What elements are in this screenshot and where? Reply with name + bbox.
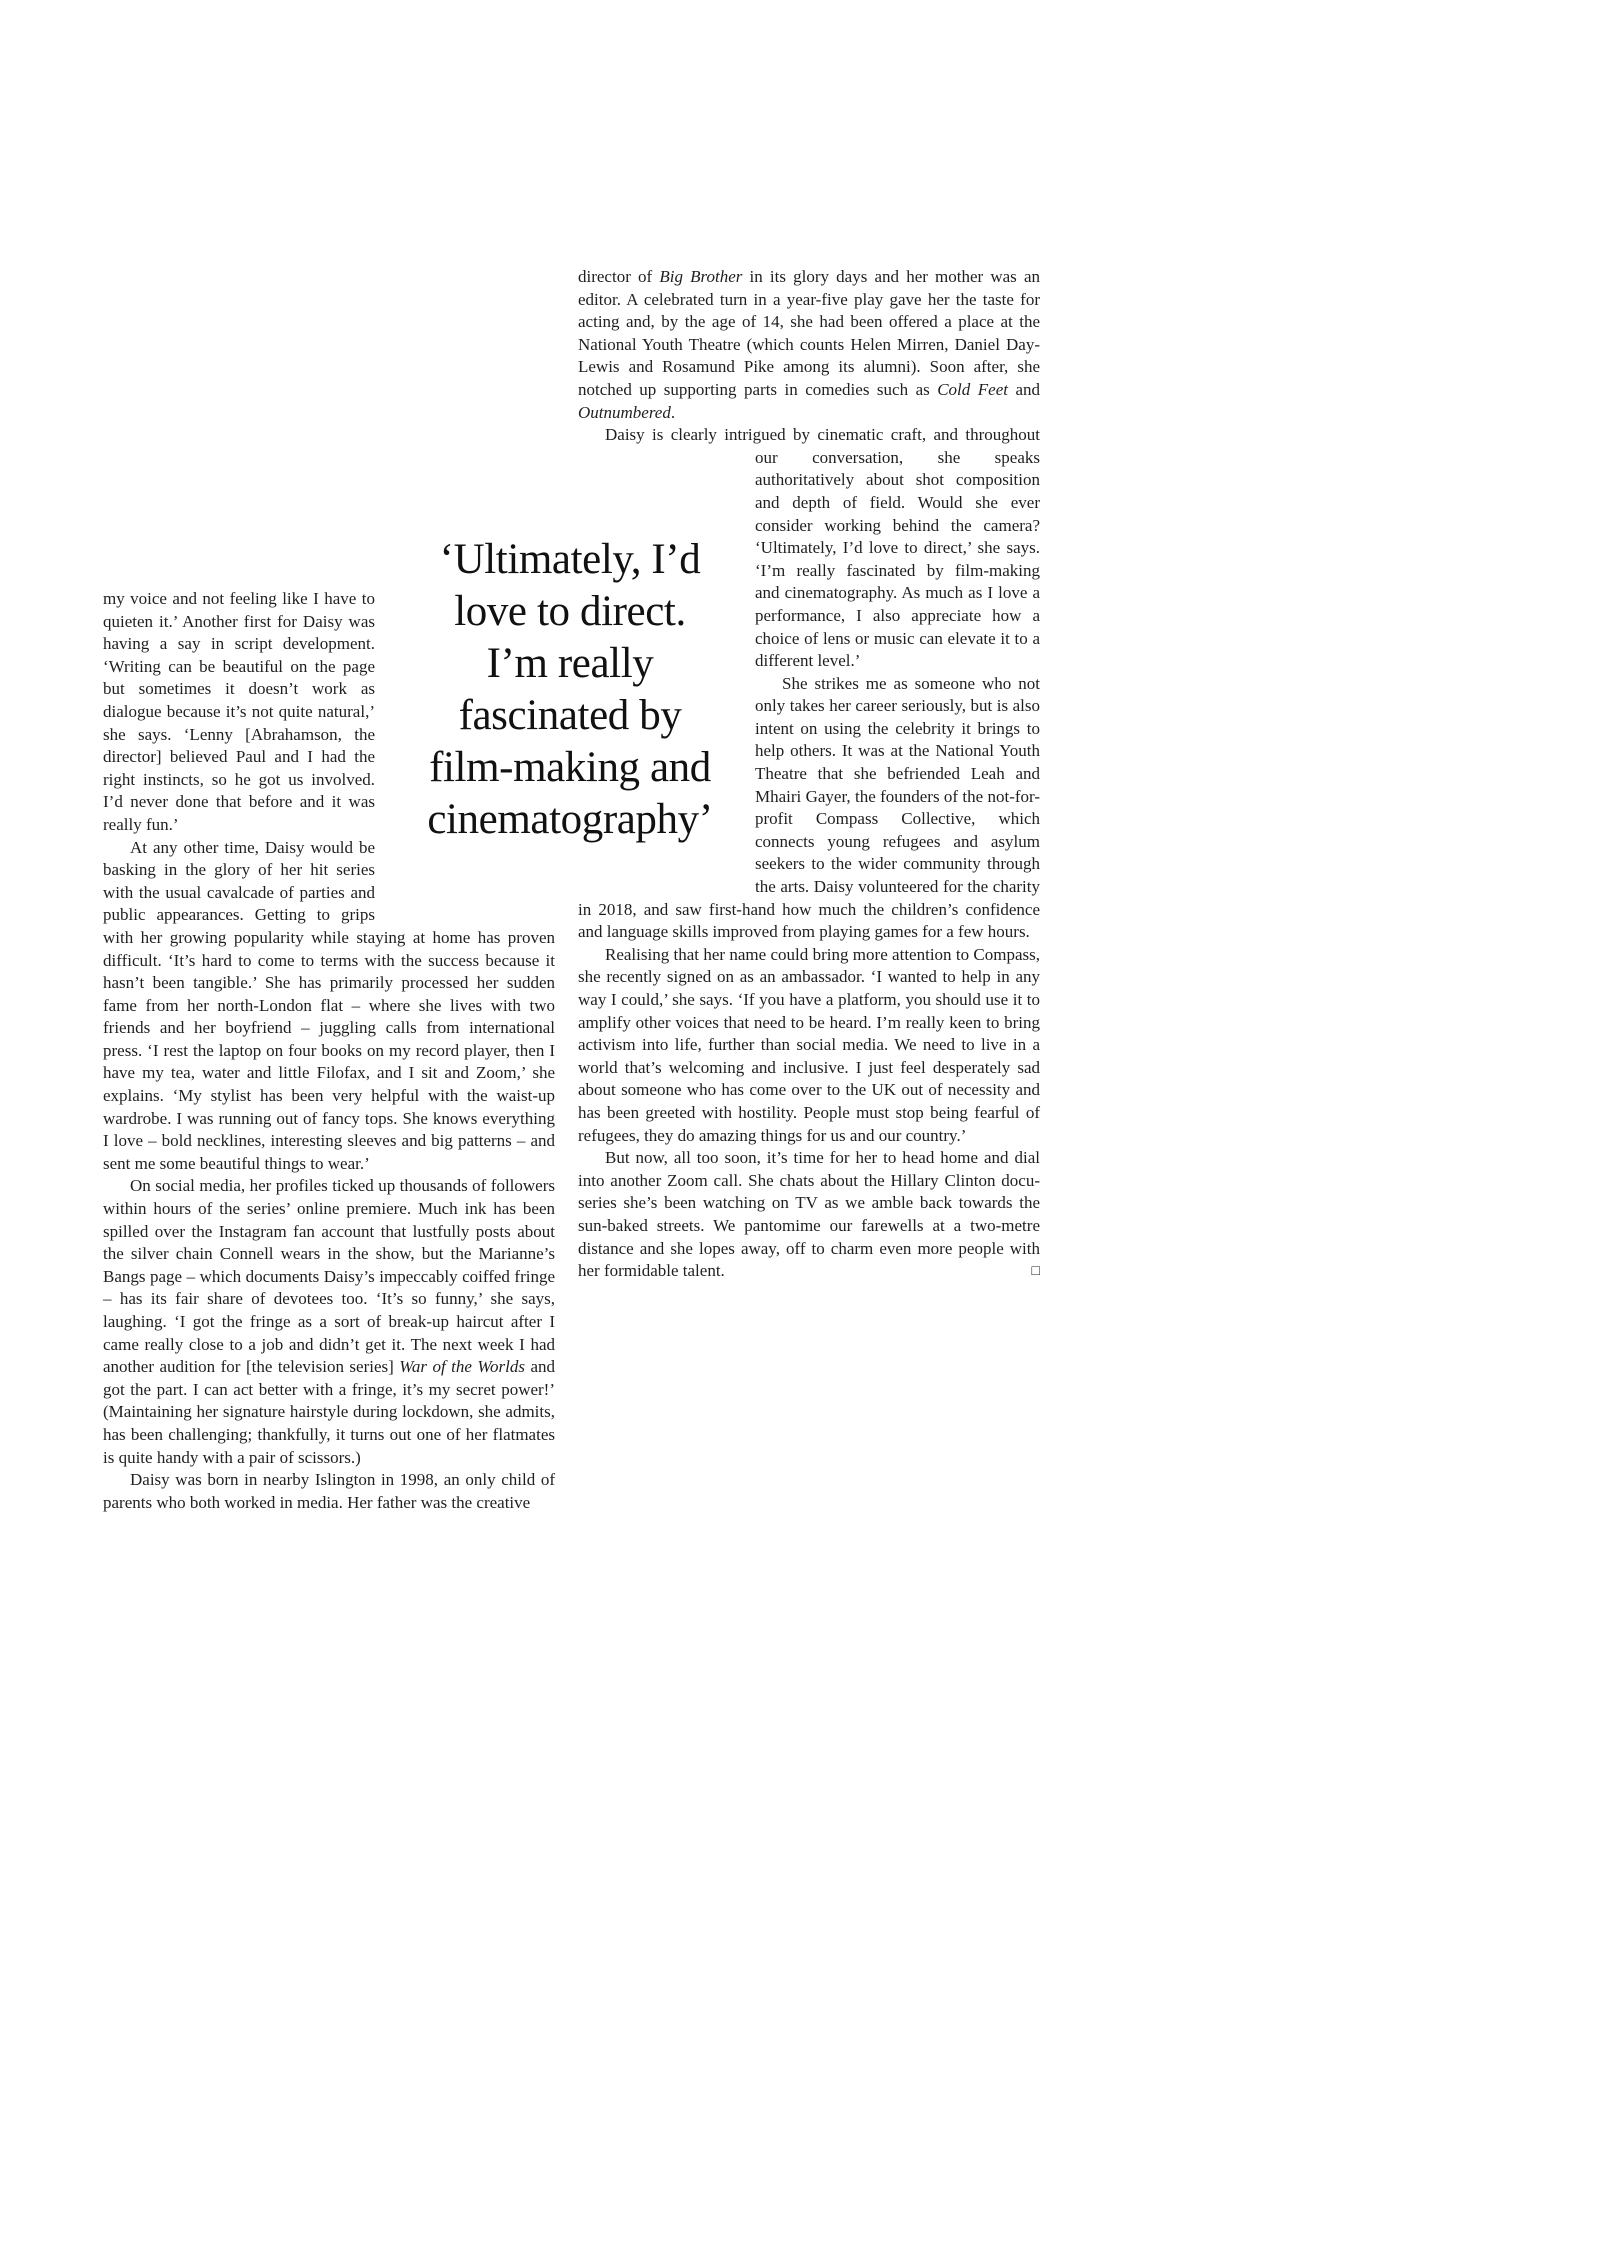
article-paragraph — [103, 837, 555, 1176]
text-run: director of — [578, 267, 660, 286]
text-run: At any other time, Daisy would be basking in the glory of her hit series with the usual cavalcade of parties and public appearances. Getting to grips with her growing popularity while staying at home has proven difficult. ‘It’s hard to come to terms with the success because it hasn’t been tangible.’ She has primarily processed her sudden fame from her north-London flat – where she lives with two friends and her boyfriend – juggling calls from international press. ‘I rest the laptop on four books on my record player, then I have my tea, water and little Filofax, and I sit and Zoom,’ she explains. ‘My stylist has been very helpful with the waist-up wardrobe. I was running out of fancy tops. She knows everything I love – bold necklines, interesting sleeves and big patterns – and sent me some beautiful things to wear.’ — [103, 837, 555, 1173]
pull-quote-line: cinematography’ — [427, 796, 713, 843]
text-run: and got the part. I can act better with a fringe, it’s my secret power!’ (Maintaining her signature hairstyle during lockdown, she admits, has been challenging; thankfully, it turns out one of her flatmates is quite handy with a pair of scissors.) — [103, 1357, 556, 1467]
pull-quote-line: fascinated by — [458, 692, 682, 739]
article-paragraph — [103, 1175, 555, 1469]
text-run: Daisy was born in nearby Islington in 1998, an only child of parents who both worked in media. Her father was the creative — [103, 1470, 555, 1512]
italic-title-text: Cold Feet — [937, 379, 1008, 399]
text-run: But now, all too soon, it’s time for her to head home and dial into another Zoom call. She chats about the Hillary Clinton docu-series she’s been watching on TV as we amble back towards the sun-baked streets. We pantomime our farewells at a two-metre distance and she lopes away, off to charm even more people with her formidable talent. — [578, 1148, 1040, 1281]
end-of-article-mark: □ — [1031, 1263, 1040, 1279]
italic-title-text: Outnumbered — [578, 402, 671, 422]
text-run: Daisy is clearly intrigued by cinematic craft, and throughout our conversation, she speaks authoritatively about shot composition and depth of field. Would she ever consider working behind the camera? ‘Ultimately, I’d love to direct,’ she says. ‘I’m really fascinated by film-making and cinematography. As much as I love a performance, I also appreciate how a choice of lens or music can elevate it to a different level.’ — [605, 425, 1040, 671]
text-run: my voice and not feeling like I have to quieten it.’ Another first for Daisy was having a say in script development. ‘Writing can be beautiful on the page but sometimes it doesn’t work as dialogue because it’s not quite natural,’ she says. ‘Lenny [Abrahamson, the director] believed Paul and I had the right instincts, so he got us involved. I’d never done that before and it was really fun.’ — [103, 589, 375, 834]
article-paragraph — [103, 1469, 555, 1514]
text-run: On social media, her profiles ticked up thousands of followers within hours of the series’ online premiere. Much ink has been spilled over the Instagram fan account that lustfully posts about the silver chain Connell wears in the show, but the Marianne’s Bangs page – which documents Daisy’s impeccably coiffed fringe – has its fair share of devotees too. ‘It’s so funny,’ she says, laughing. ‘I got the fringe as a sort of break-up haircut after I came really close to a job and didn’t get it. The next week I had another audition for [the television series] — [103, 1176, 555, 1377]
text-run: Realising that her name could bring more attention to Compass, she recently signed on as an ambassador. ‘I wanted to help in any way I could,’ she says. ‘If you have a platform, you should use it to amplify other voices that need to be heard. I’m really keen to bring activism into life, further than social media. We need to live in a world that’s welcoming and inclusive. I just feel desperately sad about someone who has come over to the UK out of necessity and has been greeted with hostility. People must stop being fearful of refugees, they do amazing things for us and our country.’ — [578, 944, 1040, 1145]
pull-quote — [330, 534, 810, 846]
text-run: in its glory days and her mother was an editor. A celebrated turn in a year-five play gave her the taste for acting and, by the age of 14, she had been offered a place at the National Youth Theatre (which counts Helen Mirren, Daniel Day-Lewis and Rosamund Pike among its alumni). Soon after, she notched up supporting parts in comedies such as — [578, 267, 1040, 399]
pull-quote-line: film-making and — [429, 744, 711, 791]
text-run: and — [1007, 379, 1041, 399]
article-paragraph — [578, 266, 1040, 424]
pull-quote-line: I’m really — [486, 640, 654, 687]
italic-title-text: War of the Worlds — [399, 1357, 525, 1377]
article-paragraph — [578, 1147, 1040, 1283]
text-run: . — [670, 402, 676, 422]
pull-quote-line: ‘Ultimately, I’d — [439, 536, 701, 583]
article-paragraph — [578, 944, 1040, 1147]
pull-quote-line: love to direct. — [454, 588, 686, 635]
italic-title-text: Big Brother — [659, 267, 743, 286]
text-run: She strikes me as someone who not only takes her career seriously, but is also intent on using the celebrity it brings to help others. It was at the National Youth Theatre that she befriended Leah and Mhairi Gayer, the founders of the not-for-profit Compass Collective, which connects young refugees and asylum seekers to the wider community through the arts. Daisy volunteered for the charity in 2018, and saw first-hand how much the children’s confidence and language skills improved from playing games for a few hours. — [578, 673, 1040, 942]
